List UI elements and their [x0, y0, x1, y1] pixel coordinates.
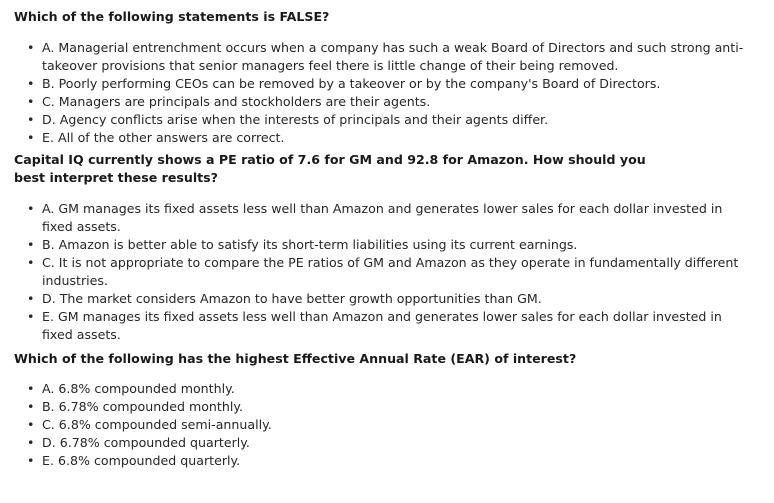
- option-c: [14, 93, 760, 111]
- option-a: [14, 380, 760, 398]
- question-title: Capital IQ currently shows a PE ratio of 7.6 for GM and 92.8 for Amazon. How should you best interpret these results?: [14, 152, 646, 185]
- question-2: [14, 151, 760, 344]
- option-e: [14, 308, 742, 344]
- bullet-icon: •: [27, 417, 35, 432]
- bullet-icon: •: [27, 381, 35, 396]
- question-1: [14, 8, 760, 147]
- bullet-icon: •: [27, 399, 35, 414]
- option-d: [14, 434, 760, 452]
- option-text: E. GM manages its fixed assets less well than Amazon and generates lower sales for each dollar invested in fixed assets.: [42, 309, 722, 342]
- question-title: Which of the following has the highest Effective Annual Rate (EAR) of interest?: [14, 351, 577, 366]
- option-list: [14, 380, 760, 470]
- option-text: B. Poorly performing CEOs can be removed by a takeover or by the company's Board of Directors.: [42, 76, 661, 91]
- option-text: D. 6.78% compounded quarterly.: [42, 435, 250, 450]
- option-d: [14, 111, 760, 129]
- option-e: [14, 129, 760, 147]
- option-text: D. Agency conflicts arise when the interests of principals and their agents differ.: [42, 112, 549, 127]
- question-title: Which of the following statements is FALSE?: [14, 9, 330, 24]
- option-list: [14, 39, 760, 147]
- option-text: B. 6.78% compounded monthly.: [42, 399, 243, 414]
- bullet-icon: •: [27, 453, 35, 468]
- option-d: [14, 290, 742, 308]
- bullet-icon: •: [27, 201, 35, 216]
- option-text: A. GM manages its fixed assets less well than Amazon and generates lower sales for each dollar invested in fixed assets.: [42, 201, 723, 234]
- option-c: [14, 416, 760, 434]
- option-c: [14, 254, 742, 290]
- option-a: [14, 200, 742, 236]
- bullet-icon: •: [27, 291, 35, 306]
- bullet-icon: •: [27, 76, 35, 91]
- bullet-icon: •: [27, 40, 35, 55]
- option-b: [14, 75, 760, 93]
- bullet-icon: •: [27, 237, 35, 252]
- question-3: [14, 350, 760, 470]
- option-text: B. Amazon is better able to satisfy its short-term liabilities using its current earnings.: [42, 237, 578, 252]
- option-text: A. 6.8% compounded monthly.: [42, 381, 235, 396]
- bullet-icon: •: [27, 435, 35, 450]
- bullet-icon: •: [27, 255, 35, 270]
- bullet-icon: •: [27, 94, 35, 109]
- option-text: D. The market considers Amazon to have better growth opportunities than GM.: [42, 291, 542, 306]
- option-list: [14, 200, 760, 344]
- bullet-icon: •: [27, 309, 35, 324]
- bullet-icon: •: [27, 112, 35, 127]
- option-text: C. 6.8% compounded semi-annually.: [42, 417, 272, 432]
- option-text: A. Managerial entrenchment occurs when a company has such a weak Board of Directors and such strong anti-takeover provisions that senior managers feel there is little change of their being removed.: [42, 40, 744, 73]
- option-text: E. 6.8% compounded quarterly.: [42, 453, 241, 468]
- option-text: C. It is not appropriate to compare the PE ratios of GM and Amazon as they operate in fundamentally different industries.: [42, 255, 739, 288]
- option-text: C. Managers are principals and stockholders are their agents.: [42, 94, 431, 109]
- option-e: [14, 452, 760, 470]
- bullet-icon: •: [27, 130, 35, 145]
- option-b: [14, 236, 742, 254]
- option-text: E. All of the other answers are correct.: [42, 130, 285, 145]
- option-b: [14, 398, 760, 416]
- option-a: [14, 39, 760, 75]
